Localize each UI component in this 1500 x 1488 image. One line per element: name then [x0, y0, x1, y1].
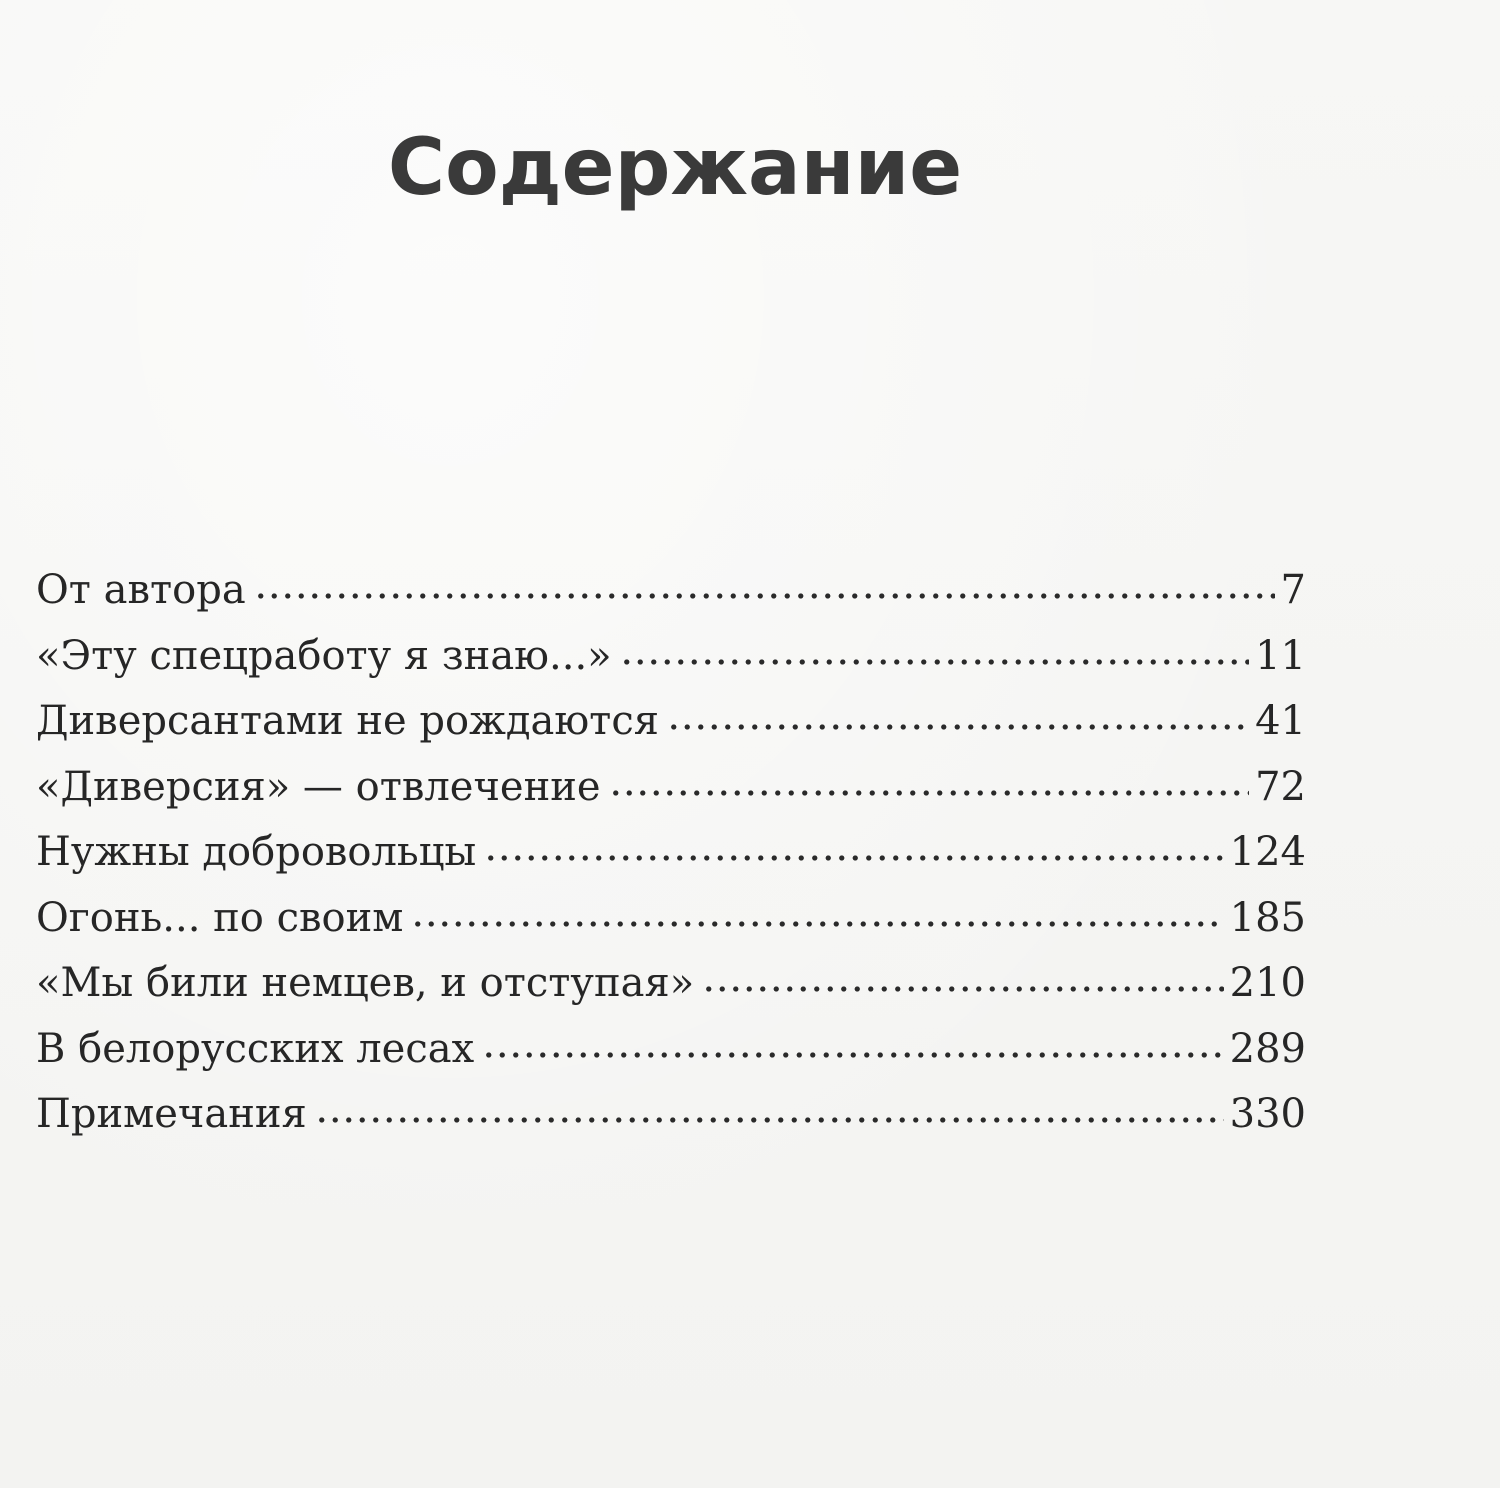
toc-entry	[36, 755, 1306, 821]
toc-entry-title: В белорусских лесах	[36, 1025, 475, 1072]
toc-entry-page: 7	[1280, 567, 1306, 613]
toc-entry	[36, 1017, 1306, 1083]
toc-entry	[36, 951, 1306, 1017]
toc-dot-leader	[609, 760, 1250, 800]
toc-dot-leader	[702, 956, 1223, 996]
toc-entry-page: 289	[1229, 1025, 1306, 1072]
toc-entry-page: 72	[1255, 763, 1306, 810]
toc-dot-leader	[254, 563, 1275, 603]
toc-entry-title: От автора	[36, 567, 246, 613]
toc-entry-title: Нужны добровольцы	[36, 829, 477, 875]
toc-dot-leader	[620, 629, 1249, 669]
toc-entry-title: Диверсантами не рождаются	[36, 698, 659, 744]
toc-entry-page: 124	[1229, 829, 1306, 875]
toc-entry	[36, 689, 1306, 755]
toc-entry-title: «Диверсия» — отвлечение	[36, 763, 601, 810]
toc-entry-title: Огонь... по своим	[36, 894, 404, 941]
table-of-contents	[36, 558, 1306, 1148]
toc-entry-page: 210	[1229, 960, 1306, 1006]
page-title: Содержание	[387, 123, 963, 213]
toc-entry	[36, 558, 1306, 624]
toc-entry-title: «Эту спецработу я знаю...»	[36, 632, 612, 679]
toc-dot-leader	[482, 1022, 1224, 1062]
toc-entry-title: «Мы били немцев, и отступая»	[36, 960, 695, 1006]
toc-dot-leader	[411, 891, 1223, 931]
toc-entry	[36, 820, 1306, 886]
toc-dot-leader	[315, 1087, 1224, 1127]
toc-entry-page: 41	[1255, 698, 1306, 744]
toc-entry	[36, 1082, 1306, 1148]
toc-dot-leader	[484, 825, 1223, 865]
toc-entry	[36, 624, 1306, 690]
toc-entry	[36, 886, 1306, 952]
toc-entry-page: 11	[1255, 632, 1306, 679]
toc-entry-page: 330	[1229, 1091, 1306, 1137]
toc-entry-page: 185	[1229, 894, 1306, 941]
toc-dot-leader	[667, 694, 1249, 734]
toc-entry-title: Примечания	[36, 1091, 307, 1137]
